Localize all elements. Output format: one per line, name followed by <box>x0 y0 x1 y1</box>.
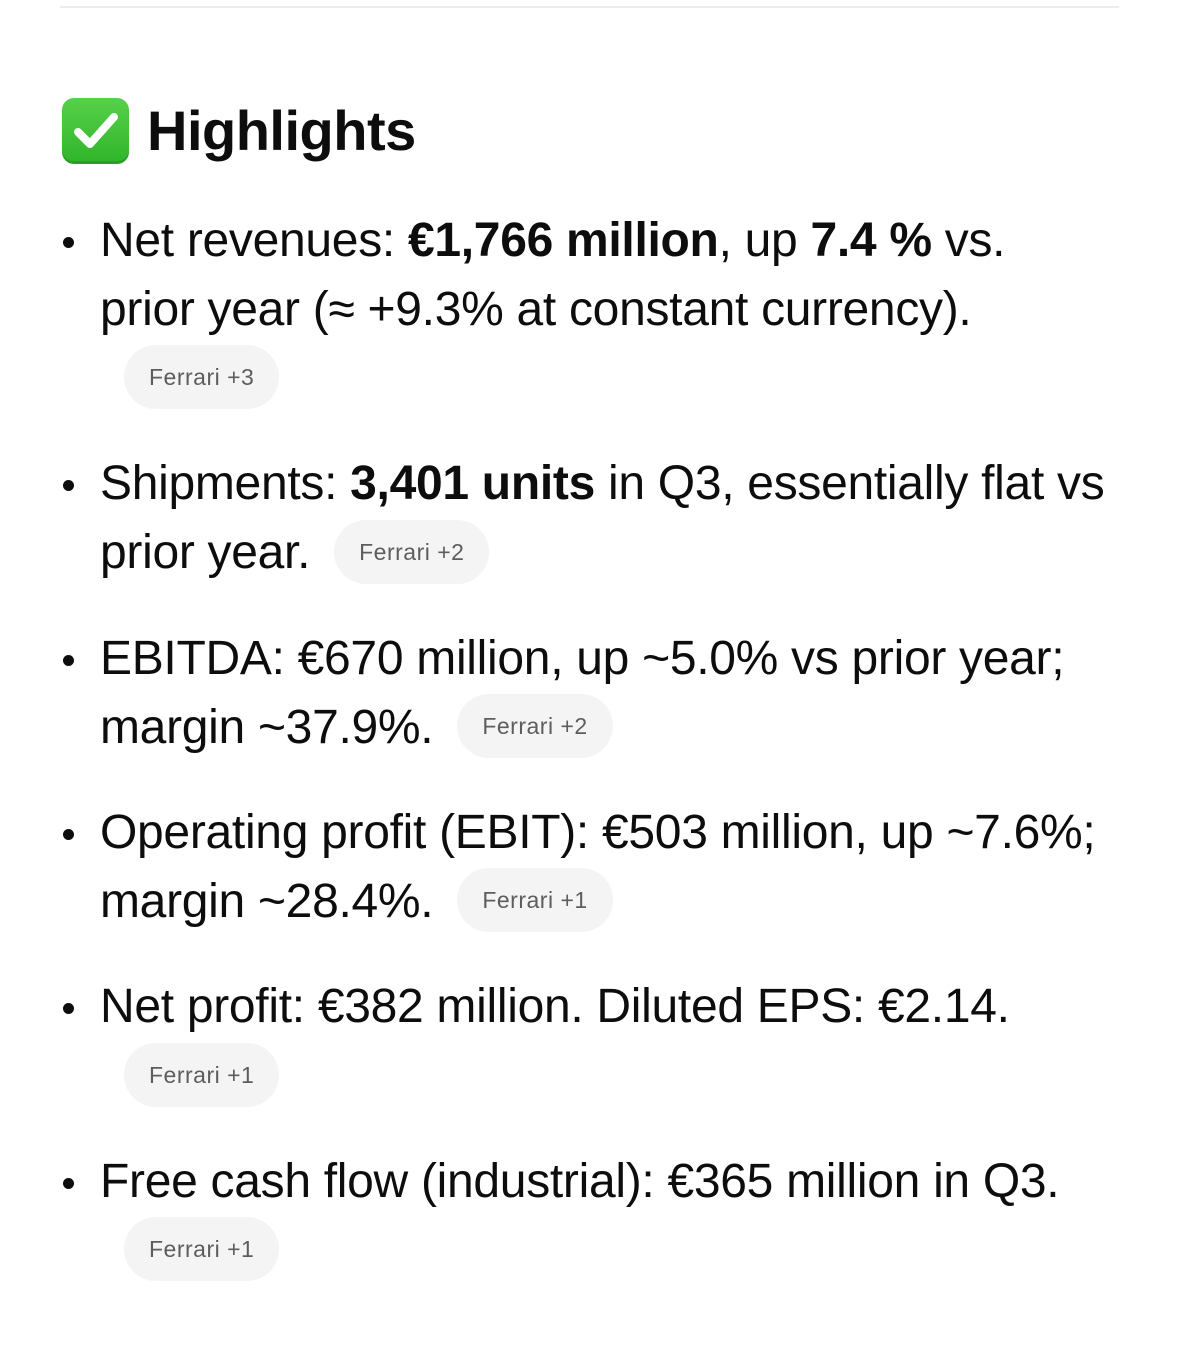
bullet-text: Operating profit (EBIT): €503 million, up ~7.6%; margin ~28.4%. <box>100 805 1096 928</box>
bullet-operating-profit <box>0 798 1179 936</box>
bullet-shipments <box>0 449 1179 587</box>
highlights-heading <box>62 96 416 166</box>
bullet-ebitda <box>0 624 1179 762</box>
bullet-text: Net profit: €382 million. Diluted EPS: €2.14. <box>100 980 1010 1034</box>
bullet-dot <box>63 237 74 248</box>
source-citation-pill[interactable]: Ferrari +2 <box>457 694 612 758</box>
bullet-dot <box>63 480 74 491</box>
source-citation-pill[interactable]: Ferrari +1 <box>124 1043 279 1107</box>
section-divider <box>60 6 1119 8</box>
source-citation-pill[interactable]: Ferrari +3 <box>124 345 279 409</box>
bullet-dot <box>63 1178 74 1189</box>
bullet-dot <box>63 829 74 840</box>
bullet-text: Free cash flow (industrial): €365 million in Q3. <box>100 1154 1060 1208</box>
bullet-dot <box>63 1003 74 1014</box>
bullet-text: Net revenues: €1,766 million, up 7.4 % vs. prior year (≈ +9.3% at constant currency). <box>100 214 1006 336</box>
bullet-dot <box>63 655 74 666</box>
source-citation-pill[interactable]: Ferrari +1 <box>457 868 612 932</box>
bullet-text: Shipments: 3,401 units in Q3, essentially flat vs prior year. <box>100 457 1105 580</box>
source-citation-pill[interactable]: Ferrari +2 <box>334 520 489 584</box>
bullet-net-profit <box>0 972 1179 1110</box>
bullet-text: EBITDA: €670 million, up ~5.0% vs prior year; margin ~37.9%. <box>100 631 1065 754</box>
bullet-net-revenues <box>0 206 1179 413</box>
bullet-free-cash-flow <box>0 1147 1179 1285</box>
check-mark-button-icon <box>62 98 129 164</box>
highlights-title: Highlights <box>147 99 416 162</box>
source-citation-pill[interactable]: Ferrari +1 <box>124 1217 279 1281</box>
highlights-list <box>0 206 1179 1321</box>
